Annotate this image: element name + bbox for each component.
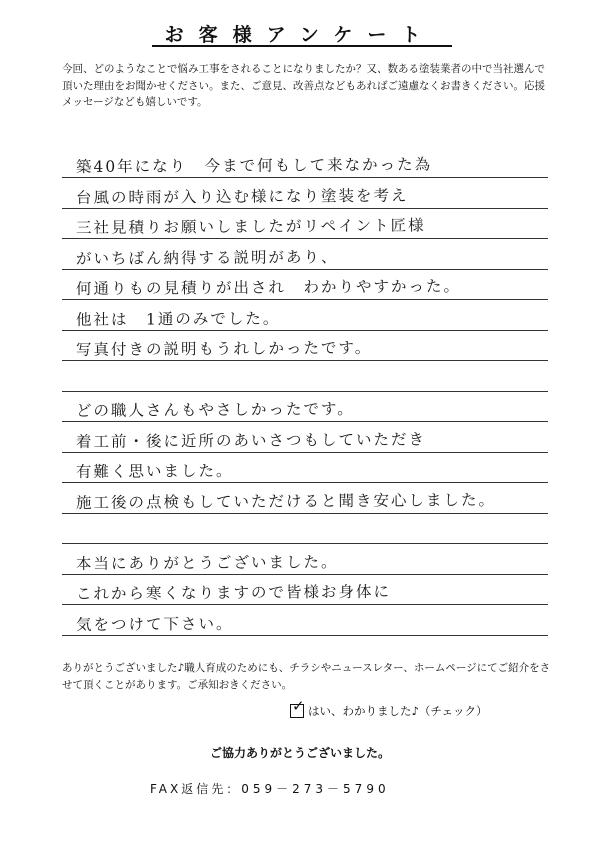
answer-line: 他社は 1通のみでした。 [75, 309, 281, 329]
fax-label: FAX返信先： [150, 782, 242, 796]
ruled-line [62, 513, 548, 514]
check-mark-icon: ✓ [292, 697, 305, 715]
answer-line: 有難く思いました。 [75, 461, 234, 482]
answer-line: 何通りもの見積りが出され わかりやすかった。 [75, 277, 461, 299]
answer-line: 三社見積りお願いしましたがリペイント匠様 [75, 216, 426, 238]
consent-label: はい、わかりました♪（チェック） [308, 704, 488, 718]
ruled-line [62, 269, 548, 270]
title-underline [152, 45, 452, 47]
ruled-line [62, 543, 548, 544]
answer-line: 写真付きの説明もうれしかったです。 [75, 338, 373, 360]
fax-number: 059－273－5790 [241, 782, 390, 796]
answer-line: どの職人さんもやさしかったです。 [75, 400, 355, 421]
ruled-line [62, 574, 548, 575]
ruled-line [62, 330, 548, 331]
ruled-line [62, 452, 548, 453]
answer-line: 気をつけて下さい。 [75, 614, 234, 634]
answer-line: 台風の時雨が入り込む様になり塗装を考え [75, 186, 409, 207]
ruled-line [62, 482, 548, 483]
answer-line: 施工後の点検もしていただけると聞き安心しました。 [75, 490, 496, 512]
ruled-line [62, 238, 548, 239]
ruled-line [62, 177, 548, 178]
ruled-line [62, 208, 548, 209]
fax-line [150, 780, 390, 797]
ruled-line [62, 360, 548, 361]
ruled-line [62, 299, 548, 300]
ruled-line [62, 635, 548, 636]
consent-row [290, 697, 488, 719]
thanks-message: ご協力ありがとうございました。 [209, 746, 390, 760]
ruled-line [62, 421, 548, 422]
answer-line: 本当にありがとうございました。 [75, 552, 339, 573]
answer-line: 着工前・後に近所のあいさつもしていただき [75, 430, 427, 451]
answer-line: 築40年になり 今まで何もして来なかった為 [75, 155, 433, 177]
ruled-line [62, 604, 548, 605]
answer-line: これから寒くなりますので皆様お身体に [75, 582, 392, 603]
footer-note: ありがとうございました♪職人育成のためにも、チラシやニュースレター、ホームページにてご紹介をさせて頂くことがあります。ご承知おきください。 [62, 662, 551, 691]
intro-text: 今回、どのようなことで悩み工事をされることになりましたか？又、数ある塗装業者の中で当社選んで頂いた理由をお聞かせください。また、ご意見、改善点などもあればご遠慮なくお書きください。応援メッセージなども嬉しいです。 [62, 63, 545, 108]
answer-line: がいちばん納得する説明があり、 [75, 247, 339, 268]
consent-checkbox[interactable] [290, 697, 305, 718]
ruled-line [62, 391, 548, 392]
page-title: お客様アンケート [164, 24, 436, 46]
